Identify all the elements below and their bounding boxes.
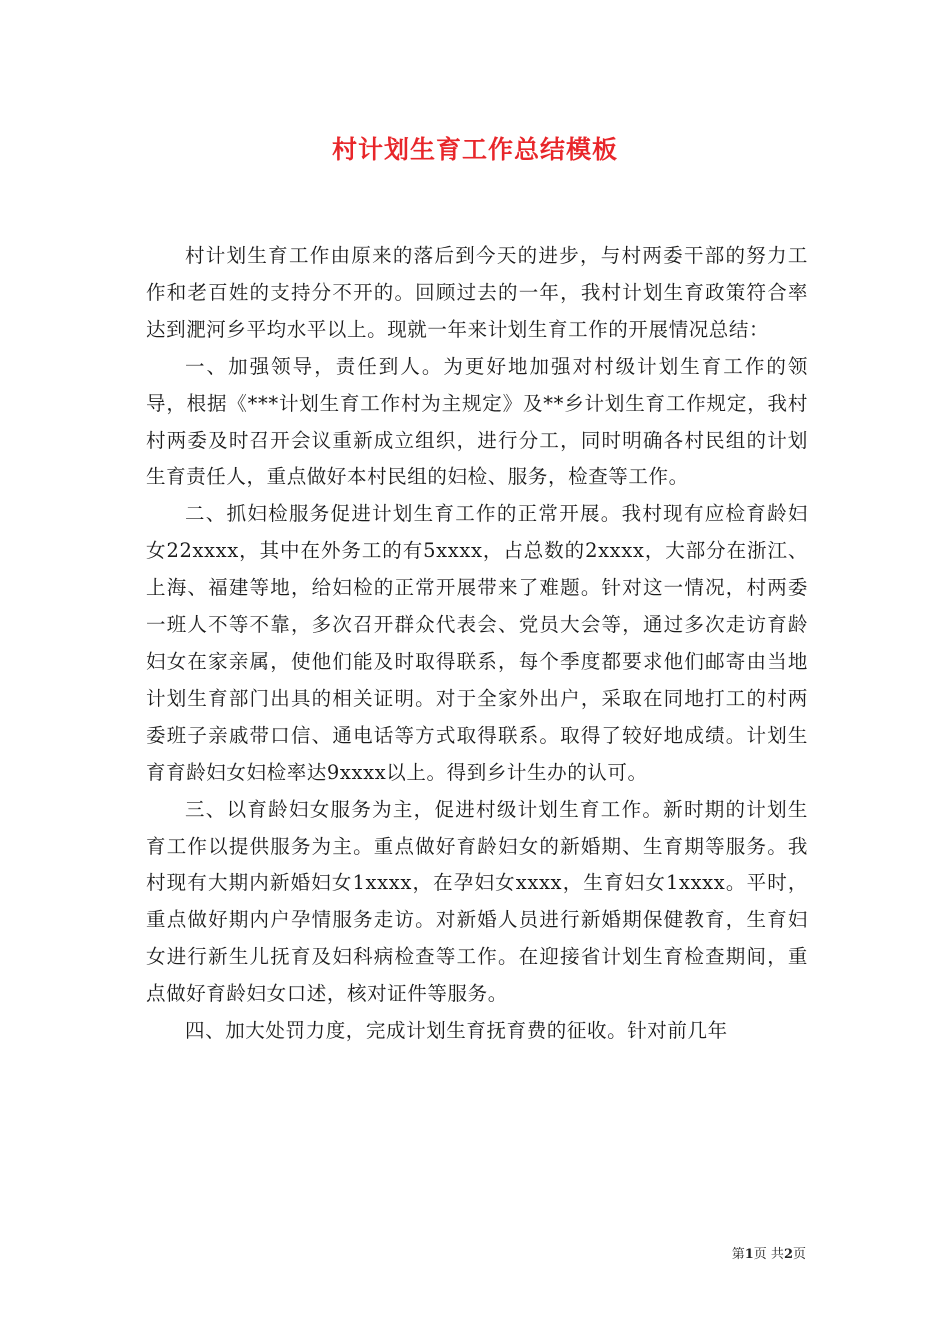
- paragraph-section-2: 二、抓妇检服务促进计划生育工作的正常开展。我村现有应检育龄妇女22xxxx，其中在外务工的有5xxxx，占总数的2xxxx，大部分在浙江、上海、福建等地，给妇检的正常开展带来了难题。针对这一情况，村两委一班人不等不靠，多次召开群众代表会、党员大会等，通过多次走访育龄妇女在家亲属，使他们能及时取得联系，每个季度都要求他们邮寄由当地计划生育部门出具的相关证明。对于全家外出户，采取在同地打工的村两委班子亲戚带口信、通电话等方式取得联系。取得了较好地成绩。计划生育育龄妇女妇检率达9xxxx以上。得到乡计生办的认可。: [146, 502, 808, 784]
- footer-prefix: 第: [731, 1247, 745, 1262]
- page-footer: [732, 1246, 806, 1264]
- footer-suffix: 页: [792, 1247, 806, 1262]
- footer-middle: 页 共: [753, 1247, 784, 1262]
- document-title: 村计划生育工作总结模板: [331, 135, 618, 164]
- footer-current-page: 1: [744, 1247, 754, 1262]
- paragraph-section-4: 四、加大处罚力度，完成计划生育抚育费的征收。针对前几年: [185, 1019, 728, 1043]
- paragraph-section-1: 一、加强领导，责任到人。为更好地加强对村级计划生育工作的领导，根据《***计划生育工作村为主规定》及**乡计划生育工作规定，我村村两委及时召开会议重新成立组织，进行分工，同时明确各村民组的计划生育责任人，重点做好本村民组的妇检、服务，检查等工作。: [146, 354, 808, 489]
- document-body: [146, 238, 808, 1050]
- paragraph-section-3: 三、以育龄妇女服务为主，促进村级计划生育工作。新时期的计划生育工作以提供服务为主。重点做好育龄妇女的新婚期、生育期等服务。我村现有大期内新婚妇女1xxxx，在孕妇女xxxx，生育妇女1xxxx。平时，重点做好期内户孕情服务走访。对新婚人员进行新婚期保健教育，生育妇女进行新生儿抚育及妇科病检查等工作。在迎接省计划生育检查期间，重点做好育龄妇女口述，核对证件等服务。: [146, 797, 808, 1006]
- paragraph-intro: 村计划生育工作由原来的落后到今天的进步，与村两委干部的努力工作和老百姓的支持分不开的。回顾过去的一年，我村计划生育政策符合率达到淝河乡平均水平以上。现就一年来计划生育工作的开展情况总结：: [146, 244, 808, 341]
- footer-total-pages: 2: [783, 1247, 793, 1262]
